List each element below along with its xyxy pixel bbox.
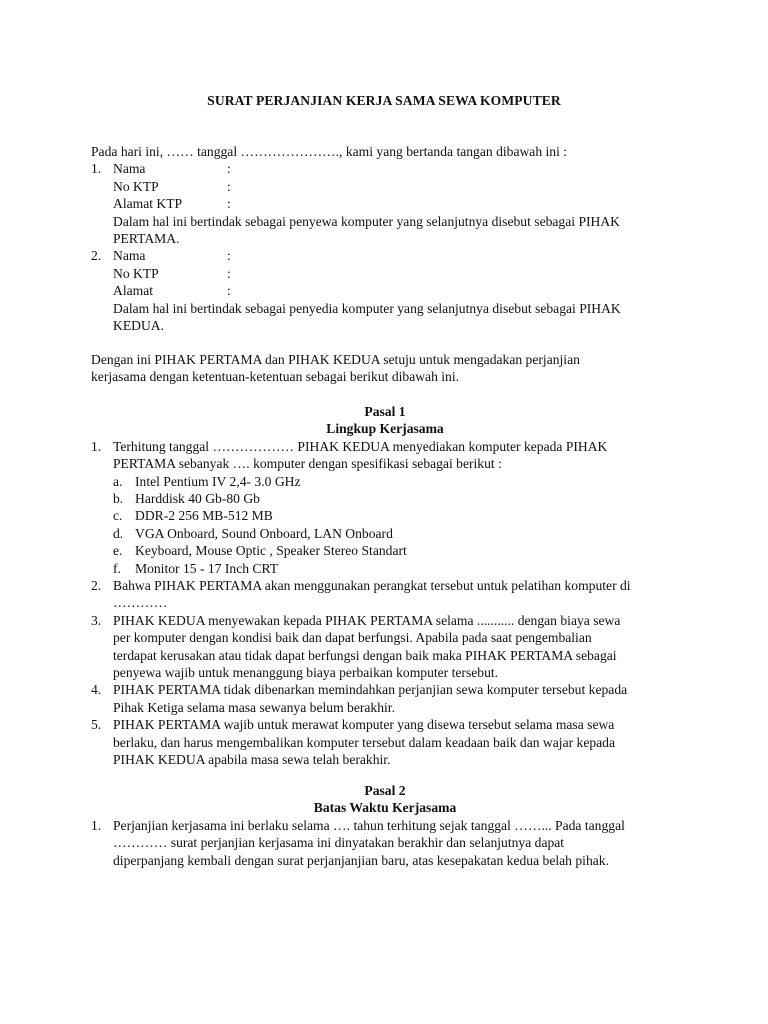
pasal1-item3-number: 3. xyxy=(91,612,102,628)
pasal1-item1-number: 1. xyxy=(91,438,102,454)
pasal1-item5 xyxy=(91,716,679,768)
party1-address-label: Alamat KTP xyxy=(113,196,183,212)
pasal1-item2-line1: Bahwa PIHAK PERTAMA akan menggunakan perangkat tersebut untuk pelatihan komputer di xyxy=(113,577,631,593)
intro-line: Pada hari ini, …… tanggal …………………., kami yang bertanda tangan dibawah ini : xyxy=(91,144,568,159)
party2-description xyxy=(91,300,679,335)
party2-ktp-label: No KTP xyxy=(113,265,159,281)
party1-name-label: Nama xyxy=(113,161,146,177)
pasal2-item1-number: 1. xyxy=(91,817,102,833)
party1-address-field xyxy=(91,195,679,212)
spec-letter: c. xyxy=(113,508,123,524)
party1-name-field xyxy=(91,160,679,177)
pasal2-section xyxy=(91,782,679,869)
spec-text: Monitor 15 - 17 Inch CRT xyxy=(135,560,279,576)
spec-text: Intel Pentium IV 2,4- 3.0 GHz xyxy=(135,473,301,489)
pasal1-item4-number: 4. xyxy=(91,682,102,698)
pasal1-item1 xyxy=(91,438,679,577)
pasal1-item3-line3: terdapat kerusakan atau tidak dapat berfungsi dengan baik maka PIHAK PERTAMA sebagai xyxy=(113,647,617,663)
pasal1-item5-line3: PIHAK KEDUA apabila masa sewa telah berakhir. xyxy=(113,752,391,768)
spec-item xyxy=(113,490,679,507)
pasal1-heading: Pasal 1 xyxy=(364,404,406,419)
pasal1-item4 xyxy=(91,681,679,716)
party2-desc-line1: Dalam hal ini bertindak sebagai penyedia komputer yang selanjutnya disebut sebagai PIHAK xyxy=(113,300,621,316)
party2-address-field xyxy=(91,282,679,299)
spec-item xyxy=(113,542,679,559)
spec-text: DDR-2 256 MB-512 MB xyxy=(135,508,273,524)
party1-ktp-label: No KTP xyxy=(113,178,159,194)
pasal1-item2-number: 2. xyxy=(91,577,102,593)
party2-name-colon: : xyxy=(227,248,231,264)
spec-letter: f. xyxy=(113,560,121,576)
pasal1-item5-line1: PIHAK PERTAMA wajib untuk merawat komputer yang disewa tersebut selama masa sewa xyxy=(113,717,615,733)
spec-letter: e. xyxy=(113,543,123,559)
pasal1-item3-line1: PIHAK KEDUA menyewakan kepada PIHAK PERTAMA selama ........... dengan biaya sewa xyxy=(113,612,621,628)
spec-text: Keyboard, Mouse Optic , Speaker Stereo Standart xyxy=(135,543,407,559)
pasal2-heading: Pasal 2 xyxy=(364,783,406,798)
party2-address-label: Alamat xyxy=(113,283,154,299)
spec-item xyxy=(113,507,679,524)
pasal1-item4-line2: Pihak Ketiga selama masa sewanya belum berakhir. xyxy=(113,699,395,715)
pasal1-item1-line1: Terhitung tanggal ……………… PIHAK KEDUA menyediakan komputer kepada PIHAK xyxy=(113,438,608,454)
party2-name-label: Nama xyxy=(113,248,146,264)
party2-ktp-colon: : xyxy=(227,265,231,281)
party1-desc-line2: PERTAMA. xyxy=(113,230,180,246)
pasal1-subheading: Lingkup Kerjasama xyxy=(326,421,444,437)
spec-letter: d. xyxy=(113,525,124,541)
pasal1-section xyxy=(91,403,679,768)
party1-ktp-field xyxy=(91,178,679,195)
spec-letter: a. xyxy=(113,473,123,489)
pasal2-item1-line1: Perjanjian kerjasama ini berlaku selama …. tahun terhitung sejak tanggal ……... Pada tanggal xyxy=(113,817,625,833)
document-title: SURAT PERJANJIAN KERJA SAMA SEWA KOMPUTER xyxy=(207,93,561,108)
party1-description xyxy=(91,213,679,248)
pasal1-item5-line2: berlaku, dan harus mengembalikan komputer tersebut dalam keadaan baik dan wajar kepada xyxy=(113,734,616,750)
party2-number: 2. xyxy=(91,248,102,264)
pasal1-item5-number: 5. xyxy=(91,717,102,733)
pasal1-item3 xyxy=(91,612,679,682)
party1-name-colon: : xyxy=(227,161,231,177)
pasal1-item2 xyxy=(91,577,679,612)
party2-address-colon: : xyxy=(227,283,231,299)
pasal2-item1 xyxy=(91,817,679,869)
spec-item xyxy=(113,560,679,577)
pasal1-item2-line2: ………… xyxy=(113,595,168,611)
agreement-line1: Dengan ini PIHAK PERTAMA dan PIHAK KEDUA setuju untuk mengadakan perjanjian xyxy=(91,352,580,367)
party2-desc-line2: KEDUA. xyxy=(113,317,164,333)
agreement-line2: kerjasama dengan ketentuan-ketentuan sebagai berikut dibawah ini. xyxy=(91,369,460,385)
spec-letter: b. xyxy=(113,491,124,507)
spec-list xyxy=(113,473,679,577)
pasal2-subheading: Batas Waktu Kerjasama xyxy=(313,800,457,816)
spec-item xyxy=(113,473,679,490)
pasal2-item1-line2: ………… surat perjanjian kerjasama ini dinyatakan berakhir dan selanjutnya dapat xyxy=(113,835,565,851)
party1-ktp-colon: : xyxy=(227,178,231,194)
pasal1-item4-line1: PIHAK PERTAMA tidak dibenarkan memindahkan perjanjian sewa komputer tersebut kepada xyxy=(113,682,628,698)
pasal2-item1-line3: diperpanjang kembali dengan surat perjanjanjian baru, atas kesepakatan kedua belah pihak. xyxy=(113,852,609,868)
agreement-paragraph xyxy=(91,351,679,386)
pasal1-item1-line2: PERTAMA sebanyak …. komputer dengan spesifikasi sebagai berikut : xyxy=(113,456,502,472)
party1-desc-line1: Dalam hal ini bertindak sebagai penyewa komputer yang selanjutnya disebut sebagai PIHAK xyxy=(113,213,620,229)
party1-address-colon: : xyxy=(227,196,231,212)
parties-section xyxy=(91,143,679,334)
party1-number: 1. xyxy=(91,161,102,177)
spec-text: VGA Onboard, Sound Onboard, LAN Onboard xyxy=(135,525,393,541)
spec-item xyxy=(113,525,679,542)
pasal1-item3-line2: per komputer dengan kondisi baik dan dapat berfungsi. Apabila pada saat pengembalian xyxy=(113,630,592,646)
party2-ktp-field xyxy=(91,265,679,282)
pasal1-item3-line4: penyewa wajib untuk menanggung biaya perbaikan komputer tersebut. xyxy=(113,665,499,680)
party2-name-field xyxy=(91,247,679,264)
spec-text: Harddisk 40 Gb-80 Gb xyxy=(135,491,260,507)
